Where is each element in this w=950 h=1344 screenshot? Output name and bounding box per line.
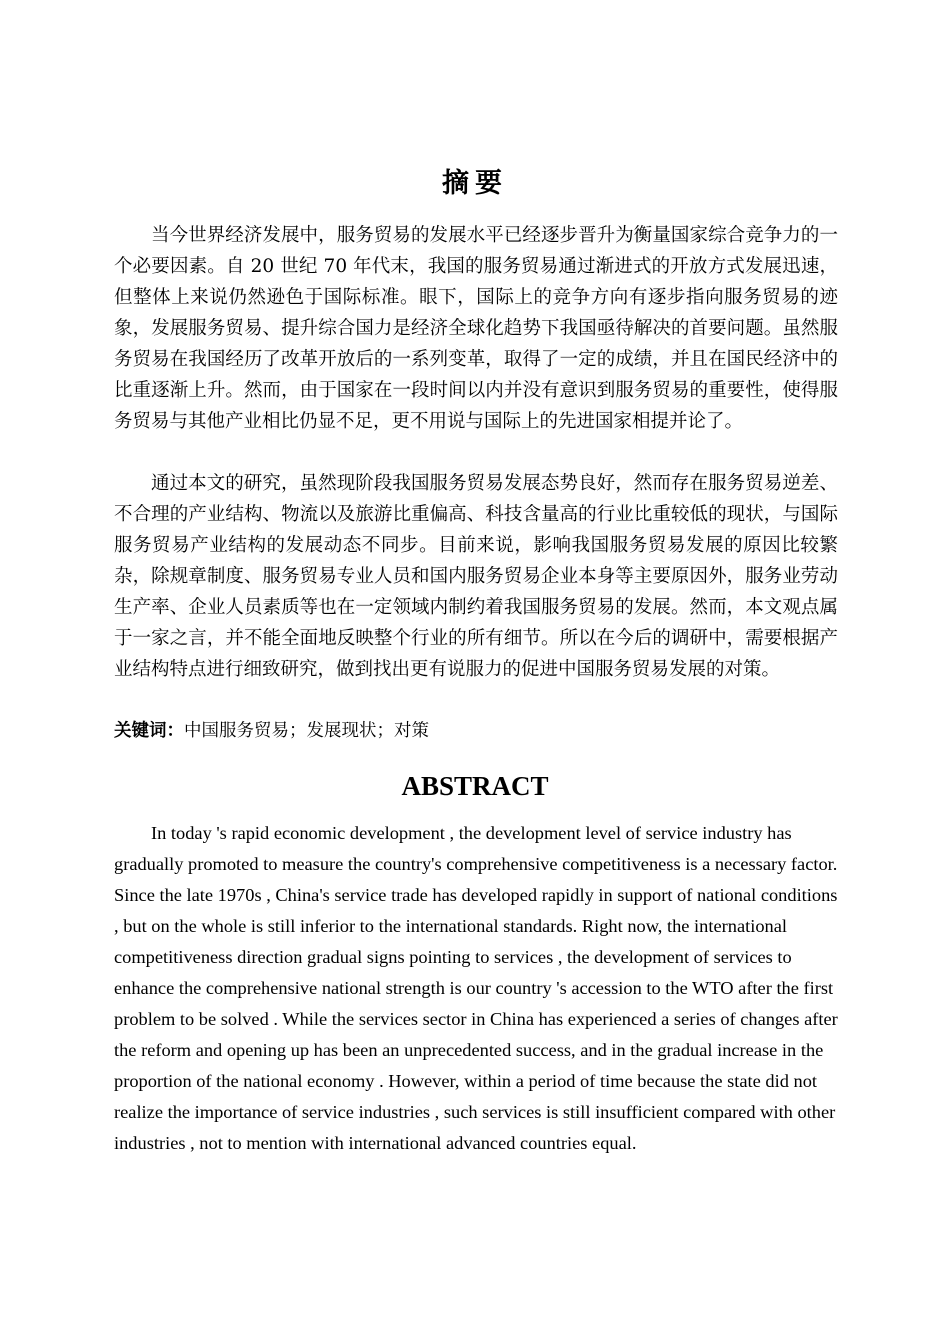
keywords-value: 中国服务贸易；发展现状；对策 [184,721,429,741]
keywords-label: 关键词： [114,721,184,741]
english-abstract-paragraph: In today 's rapid economic development , the development level of service industry has gradually promoted to measure the country's comprehensive competitiveness is a necessary factor. Since the late 1970s , China's service trade has developed rapidly in support of national conditions , but on the whole is still inferior to the international standards. Right now, the international competitiveness direction gradual signs pointing to services , the development of services to enhance the comprehensive national strength is our country 's accession to the WTO after the first problem to be solved . While the services sector in China has experienced a series of changes after the reform and opening up has been an unprecedented success, and in the gradual increase in the proportion of the national economy . However, within a period of time because the state did not realize the importance of service industries , such services is still insufficient compared with other industries , not to mention with international advanced countries equal. [114,823,838,1153]
chinese-abstract-paragraph-1: 当今世界经济发展中，服务贸易的发展水平已经逐步晋升为衡量国家综合竞争力的一个必要因素。自 20 世纪 70 年代末，我国的服务贸易通过渐进式的开放方式发展迅速，但整体上来说仍然逊色于国际标准。眼下，国际上的竞争方向有逐步指向服务贸易的迹象，发展服务贸易、提升综合国力是经济全球化趋势下我国亟待解决的首要问题。虽然服务贸易在我国经历了改革开放后的一系列变革，取得了一定的成绩，并且在国民经济中的比重逐渐上升。然而，由于国家在一段时间以内并没有意识到服务贸易的重要性，使得服务贸易与其他产业相比仍显不足，更不用说与国际上的先进国家相提并论了。 [114,225,838,432]
chinese-abstract-body-1 [114,220,838,437]
chinese-abstract-body-2 [114,468,838,685]
keywords-line [114,716,838,747]
english-abstract-title: ABSTRACT [401,771,549,801]
english-abstract-body [114,818,838,1159]
chinese-abstract-paragraph-2: 通过本文的研究，虽然现阶段我国服务贸易发展态势良好，然而存在服务贸易逆差、不合理的产业结构、物流以及旅游比重偏高、科技含量高的行业比重较低的现状，与国际服务贸易产业结构的发展动态不同步。目前来说，影响我国服务贸易发展的原因比较繁杂，除规章制度、服务贸易专业人员和国内服务贸易企业本身等主要原因外，服务业劳动生产率、企业人员素质等也在一定领域内制约着我国服务贸易的发展。然而，本文观点属于一家之言，并不能全面地反映整个行业的所有细节。所以在今后的调研中，需要根据产业结构特点进行细致研究，做到找出更有说服力的促进中国服务贸易发展的对策。 [114,473,838,680]
chinese-abstract-title: 摘要 [442,168,508,199]
